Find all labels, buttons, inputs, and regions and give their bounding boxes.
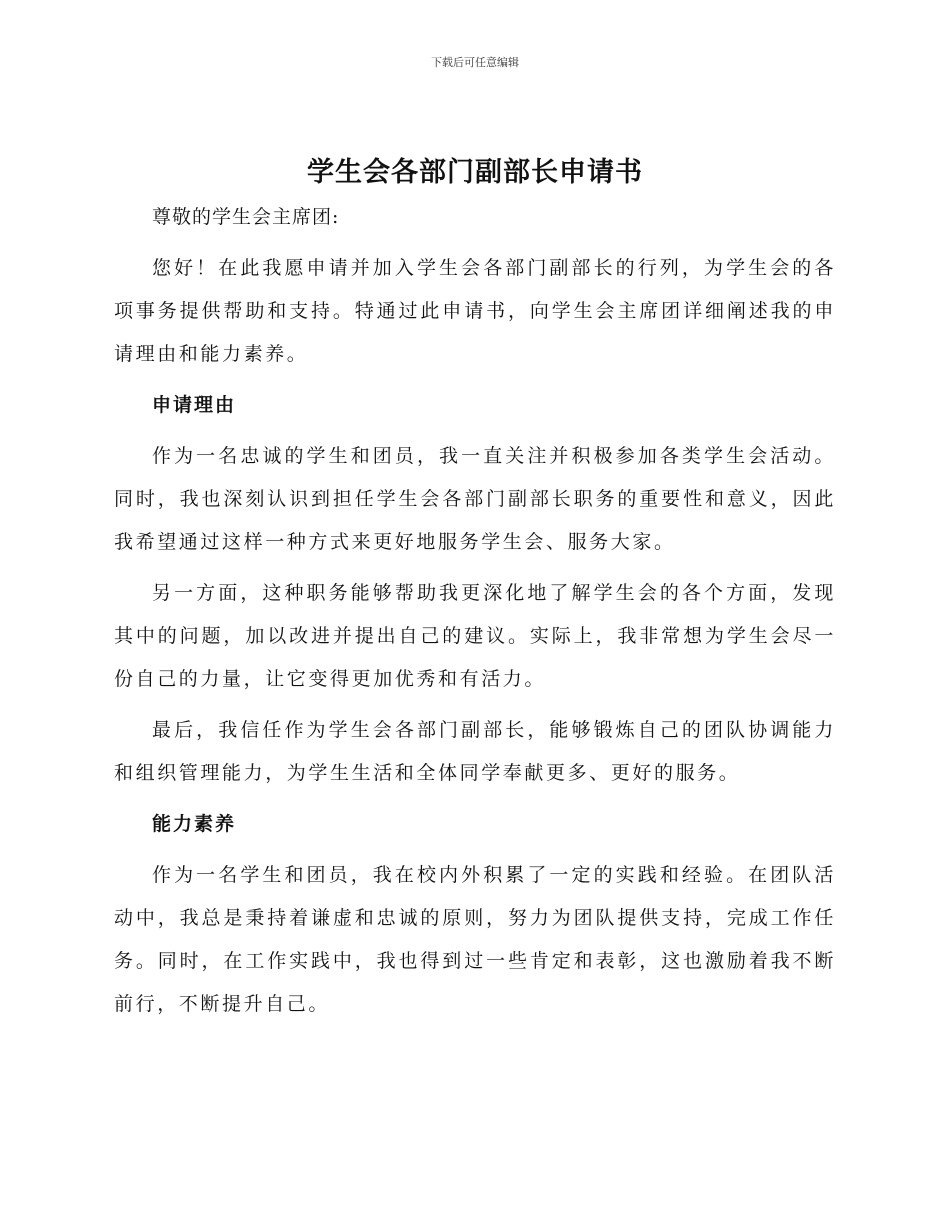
section-heading-reasons: 申请理由: [152, 394, 237, 416]
salutation: 尊敬的学生会主席团:: [152, 206, 340, 228]
ability-paragraph-1: 作为一名学生和团员，我在校内外积累了一定的实践和经验。在团队活动中，我总是秉持着谦虚和忠诚的原则，努力为团队提供支持，完成工作任务。同时，在工作实践中，我也得到过一些肯定和表彰，这也激励着我不断前行，不断提升自己。: [114, 864, 836, 1015]
reason-paragraph-2: 另一方面，这种职务能够帮助我更深化地了解学生会的各个方面，发现其中的问题，加以改进并提出自己的建议。实际上，我非常想为学生会尽一份自己的力量，让它变得更加优秀和有活力。: [114, 582, 836, 690]
intro-paragraph: 您好！在此我愿申请并加入学生会各部门副部长的行列，为学生会的各项事务提供帮助和支持。特通过此申请书，向学生会主席团详细阐述我的申请理由和能力素养。: [114, 257, 836, 365]
reason-paragraph-1: 作为一名忠诚的学生和团员，我一直关注并积极参加各类学生会活动。同时，我也深刻认识到担任学生会各部门副部长职务的重要性和意义，因此我希望通过这样一种方式来更好地服务学生会、服务大家。: [114, 445, 836, 553]
document-body: [114, 196, 836, 1026]
header-note: 下载后可任意编辑: [431, 56, 519, 69]
reason-paragraph-3: 最后，我信任作为学生会各部门副部长，能够锻炼自己的团队协调能力和组织管理能力，为学生生活和全体同学奉献更多、更好的服务。: [114, 719, 836, 784]
document-title: 学生会各部门副部长申请书: [307, 157, 643, 188]
section-heading-abilities: 能力素养: [152, 813, 237, 835]
